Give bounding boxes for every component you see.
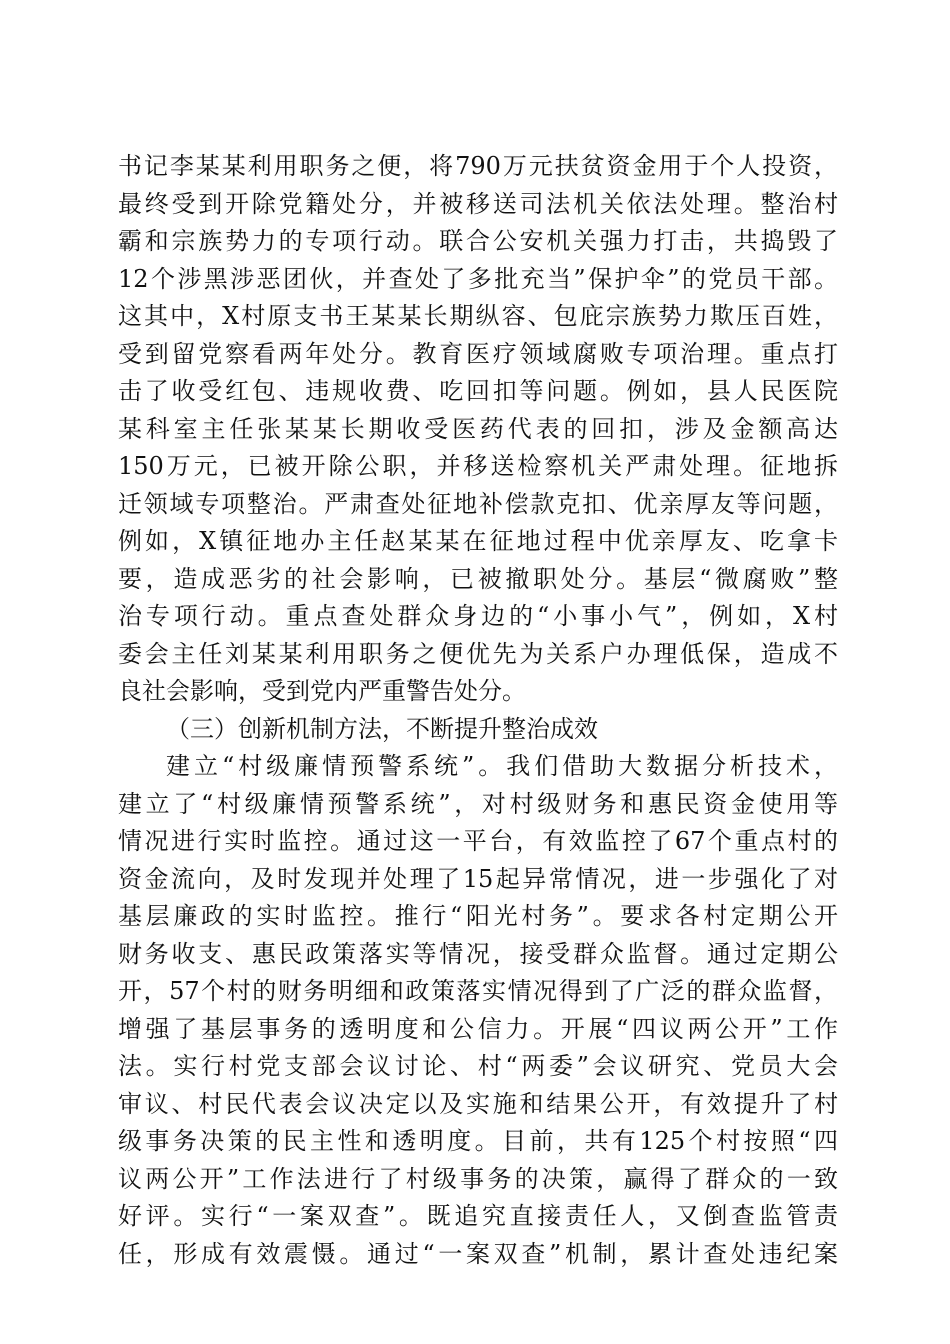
text-line: 增强了基层事务的透明度和公信力。开展“四议两公开”工作 [118,1014,838,1043]
text-line: 击了收受红包、违规收费、吃回扣等问题。例如，县人民医院 [118,377,838,405]
text-line: 良社会影响，受到党内严重警告处分。 [118,677,526,705]
text-line: 建立了“村级廉情预警系统”，对村级财务和惠民资金使用等 [118,789,838,818]
document-body [118,148,838,1273]
text-line: 迁领域专项整治。严肃查处征地补偿款克扣、优亲厚友等问题， [118,489,838,518]
text-line: 开，57个村的财务明细和政策落实情况得到了广泛的群众监督， [118,977,838,1005]
text-line: 治专项行动。重点查处群众身边的“小事小气”，例如，X村 [118,602,838,630]
text-line: 例如，X镇征地办主任赵某某在征地过程中优亲厚友、吃拿卡 [118,527,838,555]
paragraph-2 [118,748,838,1273]
text-line: 这其中，X村原支书王某某长期纵容、包庇宗族势力欺压百姓， [118,302,838,330]
text-line: 级事务决策的民主性和透明度。目前，共有125个村按照“四 [118,1127,838,1155]
text-line: 建立“村级廉情预警系统”。我们借助大数据分析技术， [166,752,838,780]
text-line: 受到留党察看两年处分。教育医疗领域腐败专项治理。重点打 [118,339,838,368]
text-line: 审议、村民代表会议决定以及实施和结果公开，有效提升了村 [118,1089,838,1118]
text-line: 基层廉政的实时监控。推行“阳光村务”。要求各村定期公开 [118,902,838,930]
text-line: 委会主任刘某某利用职务之便优先为关系户办理低保，造成不 [118,639,838,668]
text-line: 任，形成有效震慑。通过“一案双查”机制，累计查处违纪案 [118,1239,838,1268]
section-heading: （三）创新机制方法，不断提升整治成效 [166,714,598,743]
text-line: 议两公开”工作法进行了村级事务的决策，赢得了群众的一致 [118,1164,838,1193]
text-line: 要，造成恶劣的社会影响，已被撤职处分。基层“微腐败”整 [118,564,838,593]
text-line: 情况进行实时监控。通过这一平台，有效监控了67个重点村的 [118,827,838,855]
text-line: 12个涉黑涉恶团伙，并查处了多批充当”保护伞”的党员干部。 [118,264,838,293]
text-line: 书记李某某利用职务之便，将790万元扶贫资金用于个人投资， [118,152,838,180]
text-line: 某科室主任张某某长期收受医药代表的回扣，涉及金额高达 [118,414,838,443]
text-line: 最终受到开除党籍处分，并被移送司法机关依法处理。整治村 [118,189,838,218]
text-line: 法。实行村党支部会议讨论、村“两委”会议研究、党员大会 [118,1052,838,1080]
text-line: 财务收支、惠民政策落实等情况，接受群众监督。通过定期公 [118,939,838,968]
text-line: 150万元，已被开除公职，并移送检察机关严肃处理。征地拆 [118,452,838,480]
text-line: 资金流向，及时发现并处理了15起异常情况，进一步强化了对 [118,864,838,893]
text-line: 好评。实行“一案双查”。既追究直接责任人，又倒查监管责 [118,1202,838,1230]
text-line: 霸和宗族势力的专项行动。联合公安机关强力打击，共捣毁了 [118,227,838,255]
paragraph-1 [118,148,838,711]
